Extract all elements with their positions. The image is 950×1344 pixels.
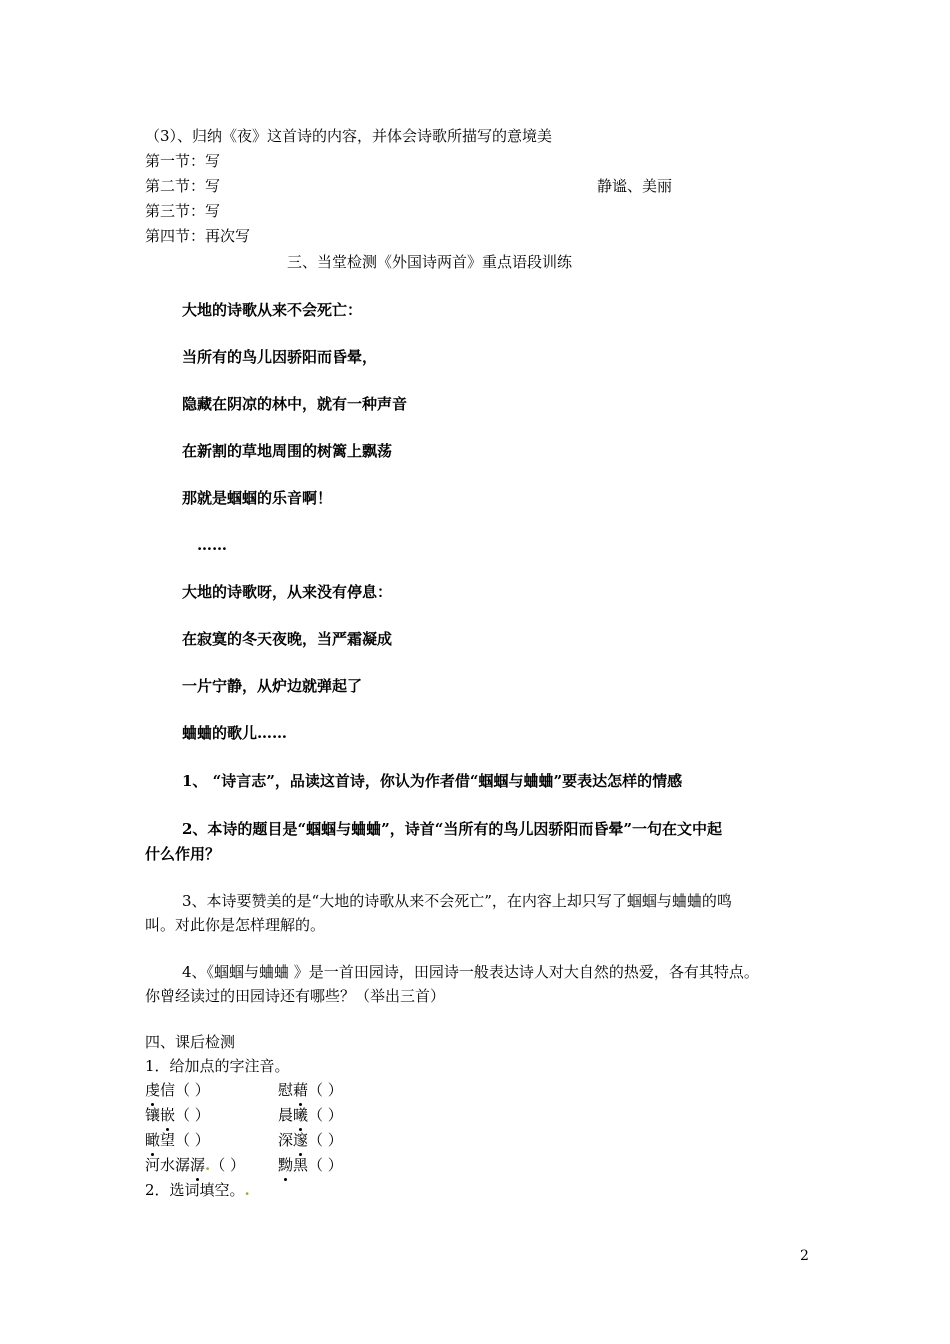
- question-3-line-1: 3、本诗要赞美的是“大地的诗歌从来不会死亡”，在内容上却只写了蝈蝈与蛐蛐的鸣: [182, 892, 732, 910]
- green-mark: .: [205, 1156, 211, 1174]
- pinyin-item-kanwang: 瞰望（ ）: [145, 1131, 210, 1149]
- poem-line-1: 大地的诗歌从来不会死亡：: [182, 301, 363, 319]
- poem-ellipsis: ……: [197, 536, 227, 554]
- pinyin-item-xiangqian: 镶嵌（ ）: [145, 1106, 210, 1124]
- poem-line-10: 蛐蛐的歌儿……: [182, 724, 288, 742]
- dotted-char: 瞰: [145, 1131, 161, 1149]
- pinyin-item-weijie: 慰藉（ ）: [278, 1081, 343, 1099]
- poem-line-3: 隐藏在阴凉的林中，就有一种声音: [182, 395, 408, 413]
- dotted-char: 藉: [293, 1081, 309, 1099]
- pinyin-item-chanchan: 河水潺潺.（ ）: [145, 1156, 246, 1174]
- poem-line-5: 那就是蝈蝈的乐音啊！: [182, 489, 333, 507]
- page-number: 2: [800, 1248, 809, 1264]
- stanza-2-hint: 静谧、美丽: [597, 177, 673, 195]
- stanza-1-line: 第一节：写: [145, 152, 221, 170]
- section-four-heading: 四、课后检测: [145, 1033, 236, 1051]
- poem-line-7: 大地的诗歌呀，从来没有停息：: [182, 583, 393, 601]
- pinyin-item-chenxi: 晨曦（ ）: [278, 1106, 343, 1124]
- poem-line-4: 在新割的草地周围的树篱上飘荡: [182, 442, 393, 460]
- question-4-line-2: 你曾经读过的田园诗还有哪些？（举出三首）: [145, 987, 446, 1005]
- pinyin-item-qianxin: 虔信（ ）: [145, 1081, 210, 1099]
- question-3-line-2: 叫。对此你是怎样理解的。: [145, 916, 326, 934]
- pinyin-item-shensui: 深邃（ ）: [278, 1131, 343, 1149]
- dotted-char: 曦: [293, 1106, 309, 1124]
- poem-line-8: 在寂寞的冬天夜晚，当严霜凝成: [182, 630, 393, 648]
- green-mark: .: [244, 1181, 250, 1199]
- stanza-2-line: 第二节：写: [145, 177, 221, 195]
- dotted-char: 虔: [145, 1081, 161, 1099]
- stanza-4-line: 第四节：再次写: [145, 227, 251, 245]
- exercise-1-title: 1．给加点的字注音。: [145, 1057, 290, 1075]
- pinyin-item-youhei: 黝黑（ ）: [278, 1156, 343, 1174]
- dotted-char: 黝: [278, 1156, 294, 1174]
- dotted-char: 邃: [293, 1131, 309, 1149]
- question-4-line-1: 4、《蝈蝈与蛐蛐 》是一首田园诗，田园诗一般表达诗人对大自然的热爱，各有其特点。: [182, 963, 759, 981]
- dotted-char: 嵌: [160, 1106, 176, 1124]
- dotted-char: 潺: [190, 1156, 206, 1174]
- question-2-line-1: 2、本诗的题目是“蝈蝈与蛐蛐”，诗首“当所有的鸟儿因骄阳而昏晕”一句在文中起: [182, 820, 722, 838]
- exercise-2-title: 2．选词填空。.: [145, 1181, 250, 1199]
- poem-line-2: 当所有的鸟儿因骄阳而昏晕，: [182, 348, 378, 366]
- q3-title: （3）、归纳《夜》这首诗的内容，并体会诗歌所描写的意境美: [145, 127, 553, 145]
- poem-line-9: 一片宁静，从炉边就弹起了: [182, 677, 363, 695]
- section-three-heading: 三、当堂检测《外国诗两首》重点语段训练: [287, 253, 573, 271]
- question-2-line-2: 什么作用？: [145, 845, 221, 863]
- stanza-3-line: 第三节：写: [145, 202, 221, 220]
- question-1: 1、 “诗言志”，品读这首诗，你认为作者借“蝈蝈与蛐蛐”要表达怎样的情感: [182, 772, 683, 790]
